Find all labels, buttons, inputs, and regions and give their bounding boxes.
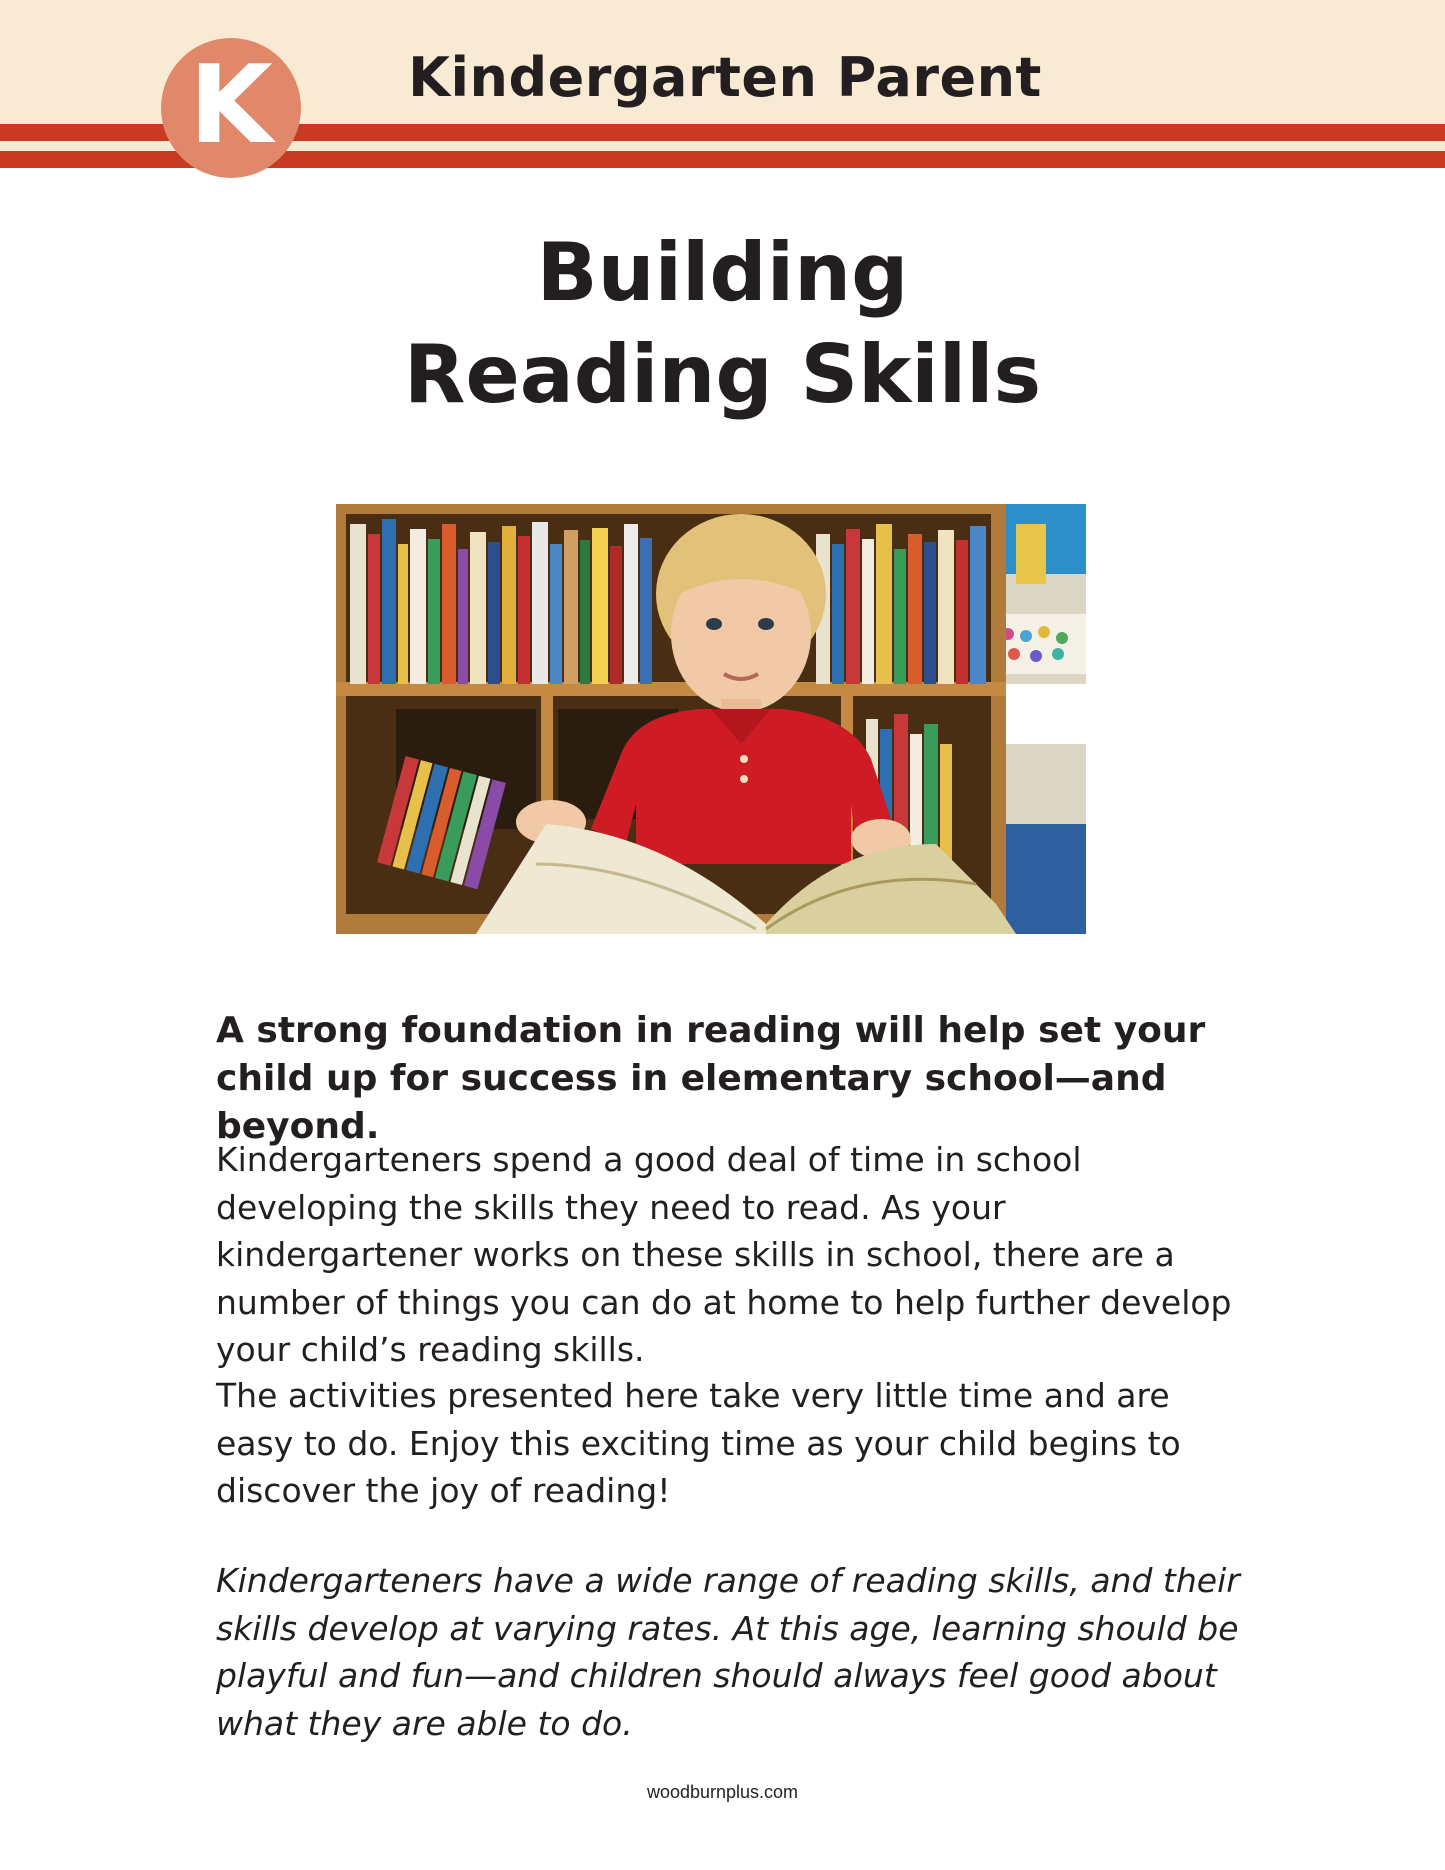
lead-statement: A strong foundation in reading will help set your child up for success in elementary school—and beyond.: [216, 1010, 1206, 1147]
page-title-line-1: Building: [536, 226, 909, 319]
publication-title: Kindergarten Parent: [408, 46, 1042, 109]
page-title: [300, 222, 1145, 426]
body-paragraph-2: The activities presented here take very little time and are easy to do. Enjoy this exciting time as your child begins to discover the joy of reading!: [216, 1376, 1181, 1510]
footer-source: woodburnplus.com: [646, 1782, 799, 1802]
photo-illustration: [336, 504, 1086, 934]
child-reading-photo: [336, 504, 1086, 934]
kindergarten-k-logo: [161, 38, 301, 178]
page-header: [0, 0, 1445, 168]
page-title-line-2: Reading Skills: [403, 328, 1042, 421]
badge-letter: K: [189, 43, 273, 168]
italic-note-paragraph: Kindergarteners have a wide range of reading skills, and their skills develop at varying rates. At this age, learning should be playful and fun—and children should always feel good about what they are able to do.: [216, 1561, 1240, 1743]
body-paragraph-1: Kindergarteners spend a good deal of time in school developing the skills they need to read. As your kindergartener works on these skills in school, there are a number of things you can do at home to help further develop your child’s reading skills.: [216, 1140, 1232, 1369]
